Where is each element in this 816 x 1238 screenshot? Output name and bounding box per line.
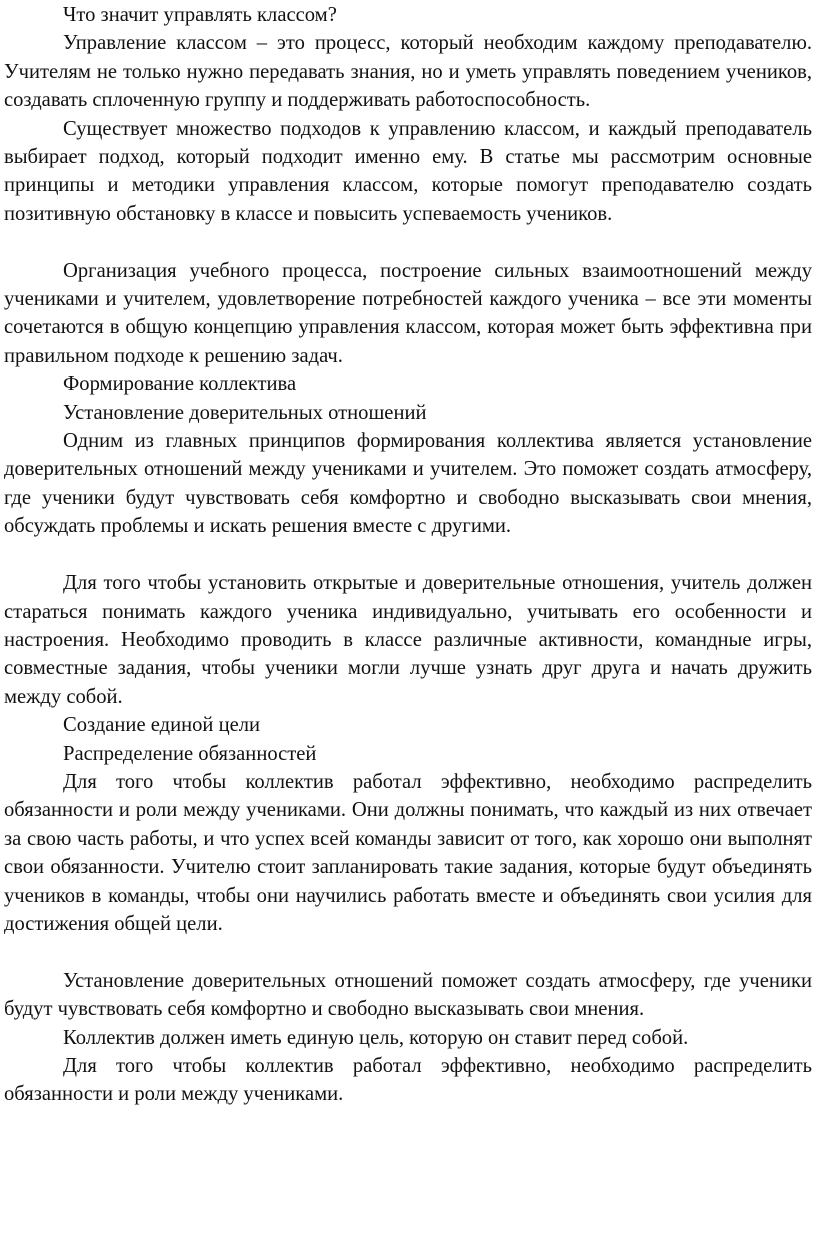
blank-line: [4, 541, 812, 569]
paragraph-duties-summary: Для того чтобы коллектив работал эффективно, необходимо распределить обязанности и роли между учениками.: [4, 1054, 812, 1106]
subheading-common-goal: Создание единой цели: [63, 714, 261, 737]
blank-line: [4, 228, 812, 256]
blank-line: [4, 938, 812, 966]
paragraph-open-relations: Для того чтобы установить открытые и доверительные отношения, учитель должен стараться понимать каждого ученика индивидуально, учитывать его особенности и настроения. Необходимо проводить в классе различные активности, командные игры, совместные задания, чтобы ученики могли лучше узнать друг друга и начать дружить между собой.: [4, 572, 812, 708]
paragraph-duties: Для того чтобы коллектив работал эффективно, необходимо распределить обязанности и роли между учениками. Они должны понимать, что каждый из них отвечает за свою часть работы, и что успех всей команды зависит от того, как хорошо они выполнят свои обязанности. Учителю стоит запланировать такие задания, которые будут объединять учеников в команды, чтобы они научились работать вместе и объединять свои усилия для достижения общей цели.: [4, 770, 812, 935]
document-page: [4, 1, 812, 1109]
subheading-duties: Распределение обязанностей: [63, 742, 317, 765]
paragraph-organization: Организация учебного процесса, построение сильных взаимоотношений между учениками и учителем, удовлетворение потребностей каждого ученика – все эти моменты сочетаются в общую концепцию управления классом, которая может быть эффективна при правильном подходе к решению задач.: [4, 259, 812, 367]
paragraph-approaches: Существует множество подходов к управлению классом, и каждый преподаватель выбирает подход, который подходит именно ему. В статье мы рассмотрим основные принципы и методики управления классом, которые помогут преподавателю создать позитивную обстановку в классе и повысить успеваемость учеников.: [4, 117, 812, 225]
paragraph-class-management-definition: Управление классом – это процесс, который необходим каждому преподавателю. Учителям не только нужно передавать знания, но и уметь управлять поведением учеников, создавать сплоченную группу и поддерживать работоспособность.: [4, 32, 812, 112]
paragraph-trust-principle: Одним из главных принципов формирования коллектива является установление доверительных отношений между учениками и учителем. Это поможет создать атмосферу, где ученики будут чувствовать себя комфортно и свободно высказывать свои мнения, обсуждать проблемы и искать решения вместе с другими.: [4, 430, 812, 538]
subheading-trust: Установление доверительных отношений: [63, 401, 427, 424]
paragraph-trust-summary: Установление доверительных отношений поможет создать атмосферу, где ученики будут чувствовать себя комфортно и свободно высказывать свои мнения.: [4, 969, 812, 1021]
subheading-team-building: Формирование коллектива: [63, 373, 297, 396]
paragraph-goal-summary: Коллектив должен иметь единую цель, которую он ставит перед собой.: [63, 1026, 689, 1049]
heading-what-is-class-management: Что значит управлять классом?: [63, 4, 337, 26]
